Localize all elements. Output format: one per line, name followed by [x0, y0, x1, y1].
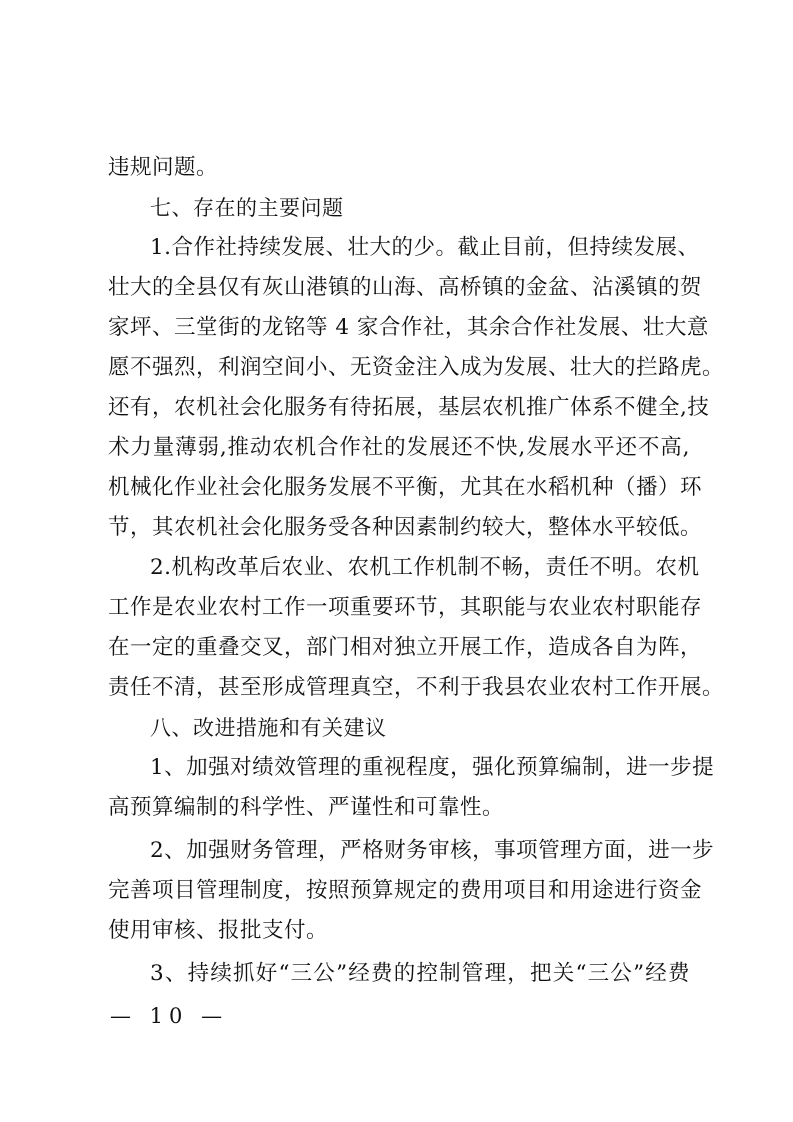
paragraph-line: 还有，农机社会化服务有待拓展，基层农机推广体系不健全,技 [108, 395, 710, 420]
paragraph-line: 责任不清，甚至形成管理真空，不利于我县农业农村工作开展。 [108, 675, 725, 700]
page-number: — 10 — [110, 1004, 229, 1028]
body-text [108, 148, 725, 994]
paragraph-line: 违规问题。 [108, 155, 219, 180]
paragraph-line: 2、加强财务管理，严格财务审核，事项管理方面，进一步 [150, 838, 715, 863]
paragraph-line: 壮大的全县仅有灰山港镇的山海、高桥镇的金盆、沾溪镇的贺 [108, 275, 703, 300]
paragraph-line: 工作是农业农村工作一项重要环节，其职能与农业农村职能存 [108, 595, 703, 620]
paragraph-line: 家坪、三堂街的龙铭等 4 家合作社，其余合作社发展、壮大意 [108, 315, 709, 340]
section-heading-8: 八、改进措施和有关建议 [150, 716, 387, 740]
paragraph-line: 术力量薄弱,推动农机合作社的发展还不快,发展水平还不高, [108, 435, 690, 460]
paragraph-line: 1、加强对绩效管理的重视程度，强化预算编制，进一步提 [150, 755, 715, 780]
paragraph-line: 2.机构改革后农业、农机工作机制不畅，责任不明。农机 [150, 555, 700, 580]
section-heading-7: 七、存在的主要问题 [150, 196, 344, 220]
paragraph-line: 在一定的重叠交叉，部门相对独立开展工作，造成各自为阵， [108, 635, 703, 660]
paragraph-line: 完善项目管理制度，按照预算规定的费用项目和用途进行资金 [108, 878, 703, 903]
paragraph-line: 3、持续抓好“三公”经费的控制管理，把关“三公”经费 [150, 961, 690, 986]
paragraph-line: 节，其农机社会化服务受各种因素制约较大，整体水平较低。 [108, 515, 703, 540]
paragraph-line: 使用审核、报批支付。 [108, 918, 329, 943]
paragraph-line: 1.合作社持续发展、壮大的少。截止目前，但持续发展、 [150, 235, 700, 260]
paragraph-line: 高预算编制的科学性、严谨性和可靠性。 [108, 795, 505, 820]
paragraph-line: 愿不强烈，利润空间小、无资金注入成为发展、壮大的拦路虎。 [108, 355, 725, 380]
paragraph-line: 机械化作业社会化服务发展不平衡，尤其在水稻机种（播）环 [108, 475, 703, 500]
